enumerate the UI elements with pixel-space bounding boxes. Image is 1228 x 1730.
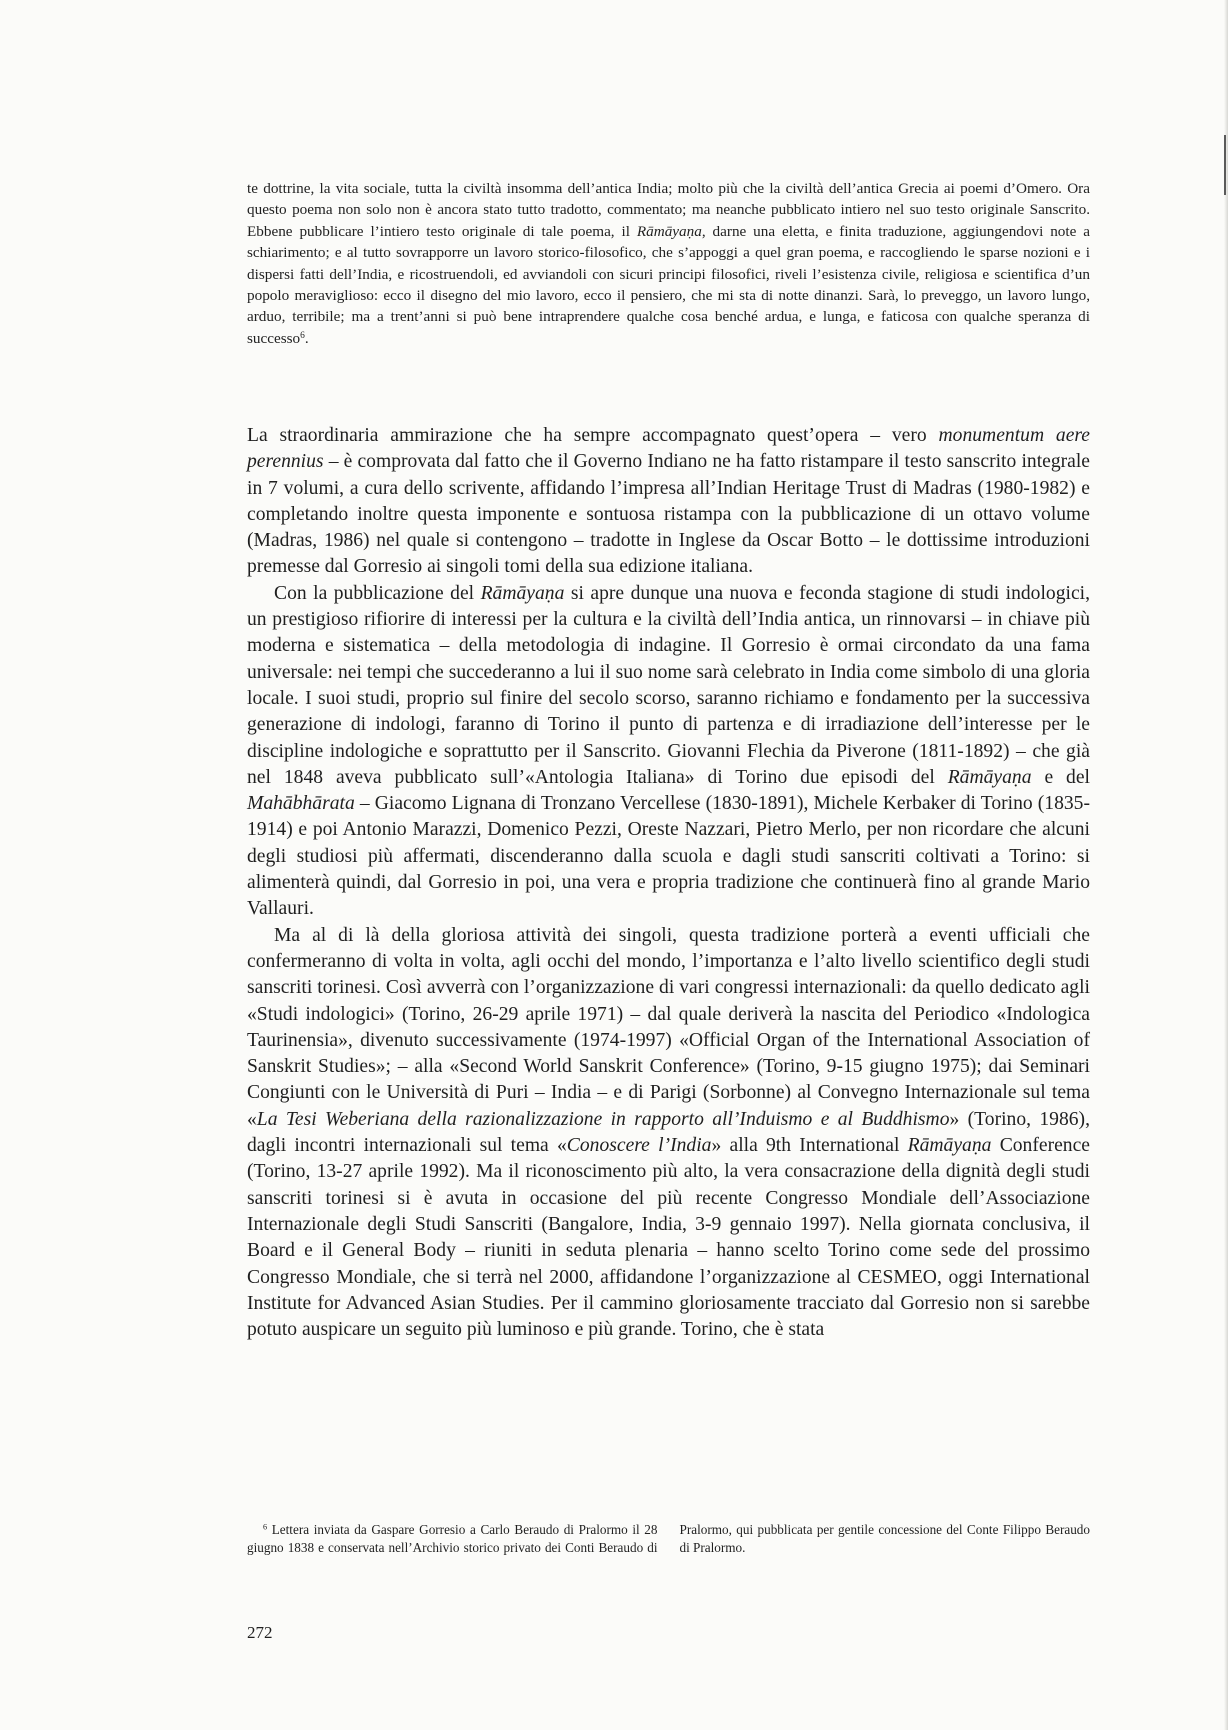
footnote-number: 6 <box>263 1522 268 1532</box>
footnotes <box>247 1521 1090 1556</box>
paragraph-1: La straordinaria ammirazione che ha sempre accompagnato quest’opera – vero monumentum aere perennius – è comprovata dal fatto che il Governo Indiano ne ha fatto ristampare il testo sanscrito integrale in 7 volumi, a cura dello scrivente, affidando l’impresa all’Indian Heritage Trust di Madras (1980-1982) e completando inoltre questa imponente e sontuosa ristampa con la pubblicazione di un ottavo volume (Madras, 1986) nel quale si contengono – tradotte in Inglese da Oscar Botto – le dottissime introduzioni premesse dal Gorresio ai singoli tomi della sua edizione italiana. <box>247 425 1090 578</box>
paragraph-2: Con la pubblicazione del Rāmāyaṇa si apre dunque una nuova e feconda stagione di studi indologici, un prestigioso rifiorire di interessi per la cultura e la civiltà dell’India antica, un rinnovarsi – in chiave più moderna e sistematica – della metodologia di indagine. Il Gorresio è ormai circondato da una fama universale: nei tempi che succederanno a lui il suo nome sarà celebrato in India come simbolo di una gloria locale. I suoi studi, proprio sul finire del secolo scorso, saranno richiamo e fondamento per la successiva generazione di indologi, faranno di Torino il punto di partenza e di irradiazione dell’interesse per le discipline indologiche e soprattutto per il Sanscrito. Giovanni Flechia da Piverone (1811-1892) – che già nel 1848 aveva pubblicato sull’«Antologia Italiana» di Torino due episodi del Rāmāyaṇa e del Mahābhārata – Giacomo Lignana di Tronzano Vercellese (1830-1891), Michele Kerbaker di Torino (1835-1914) e poi Antonio Marazzi, Domenico Pezzi, Oreste Nazzari, Pietro Merlo, per non ricordare che alcuni degli studiosi più affermati, discenderanno dalla scuola e dagli studi sanscriti coltivati a Torino: si alimenterà quindi, dal Gorresio in poi, una vera e propria tradizione che continuerà fino al grande Mario Vallauri. <box>247 582 1090 920</box>
block-quote: te dottrine, la vita sociale, tutta la civiltà insomma dell’antica India; molto più che la civiltà dell’antica Grecia ai poemi d’Omero. Ora questo poema non solo non è ancora stato tutto tradotto, commentato; ma neanche pubblicato intiero nel suo testo originale Sanscrito. Ebbene pubblicare l’intiero testo originale di tale poema, il Rāmāyaṇa, darne una eletta, e finita traduzione, aggiungendovi note a schiarimento; e al tutto sovrapporre un lavoro storico-filosofico, che s’appoggi a quel gran poema, e raccogliendo le sparse nozioni e i dispersi fatti dell’India, e ricostruendoli, ed avviandoli con sicuri principi filosofici, riveli l’esistenza civile, religiosa e scientifica d’un popolo meraviglioso: ecco il disegno del mio lavoro, ecco il pensiero, che mi sta di notte dinanzi. Sarà, lo preveggo, un lavoro lungo, arduo, terribile; ma a trent’anni si può bene intraprendere qualche cosa benché ardua, e lunga, e faticosa con qualche speranza di successo$^6$. <box>247 180 1090 347</box>
paragraph-3: Ma al di là della gloriosa attività dei singoli, questa tradizione porterà a eventi ufficiali che confermeranno di volta in volta, agli occhi del mondo, l’importanza e l’alto livello scientifico degli studi sanscriti torinesi. Così avverrà con l’organizzazione di vari congressi internazionali: da quello dedicato agli «Studi indologici» (Torino, 26-29 aprile 1971) – dal quale deriverà la nascita del Periodico «Indologica Taurinensia», divenuto successivamente (1974-1997) «Official Organ of the International Association of Sanskrit Studies»; – alla «Second World Sanskrit Conference» (Torino, 9-15 giugno 1975); dai Seminari Congiunti con le Università di Puri – India – e di Parigi (Sorbonne) al Convegno Internazionale sul tema «La Tesi Weberiana della razionalizzazione in rapporto all’Induismo e al Buddhismo» (Torino, 1986), dagli incontri internazionali sul tema «Conoscere l’India» alla 9th International Rāmāyaṇa Conference (Torino, 13-27 aprile 1992). Ma il riconoscimento più alto, la vera consacrazione della dignità degli studi sanscriti torinesi si è avuta in occasione del più recente Congresso Mondiale dell’Associazione Internazionale degli Studi Sanscriti (Bangalore, India, 3-9 gennaio 1997). Nella giornata conclusiva, il Board e il General Body – riuniti in seduta plenaria – hanno scelto Torino come sede del prossimo Congresso Mondiale, che si terrà nel 2000, affidandone l’organizzazione al CESMEO, oggi International Institute for Advanced Asian Studies. Per il cammino gloriosamente tracciato dal Gorresio non si sarebbe potuto auspicare un seguito più luminoso e più grande. Torino, che è stata <box>247 924 1090 1341</box>
scan-edge-mark <box>1224 135 1226 195</box>
page-edge <box>1224 0 1228 1730</box>
page-number: 272 <box>247 1623 273 1642</box>
footnote-6: $^6$ Lettera inviata da Gaspare Gorresio a Carlo Beraudo di Pralormo il 28 giugno 1838 e conservata nell’Archivio storico privato dei Conti Beraudo di Pralormo, qui pubblicata per gentile concessione del Conte Filippo Beraudo di Pralormo. <box>247 1522 1090 1555</box>
footnote-ref-6[interactable]: 6 <box>300 330 305 341</box>
body-text <box>247 423 1090 1343</box>
